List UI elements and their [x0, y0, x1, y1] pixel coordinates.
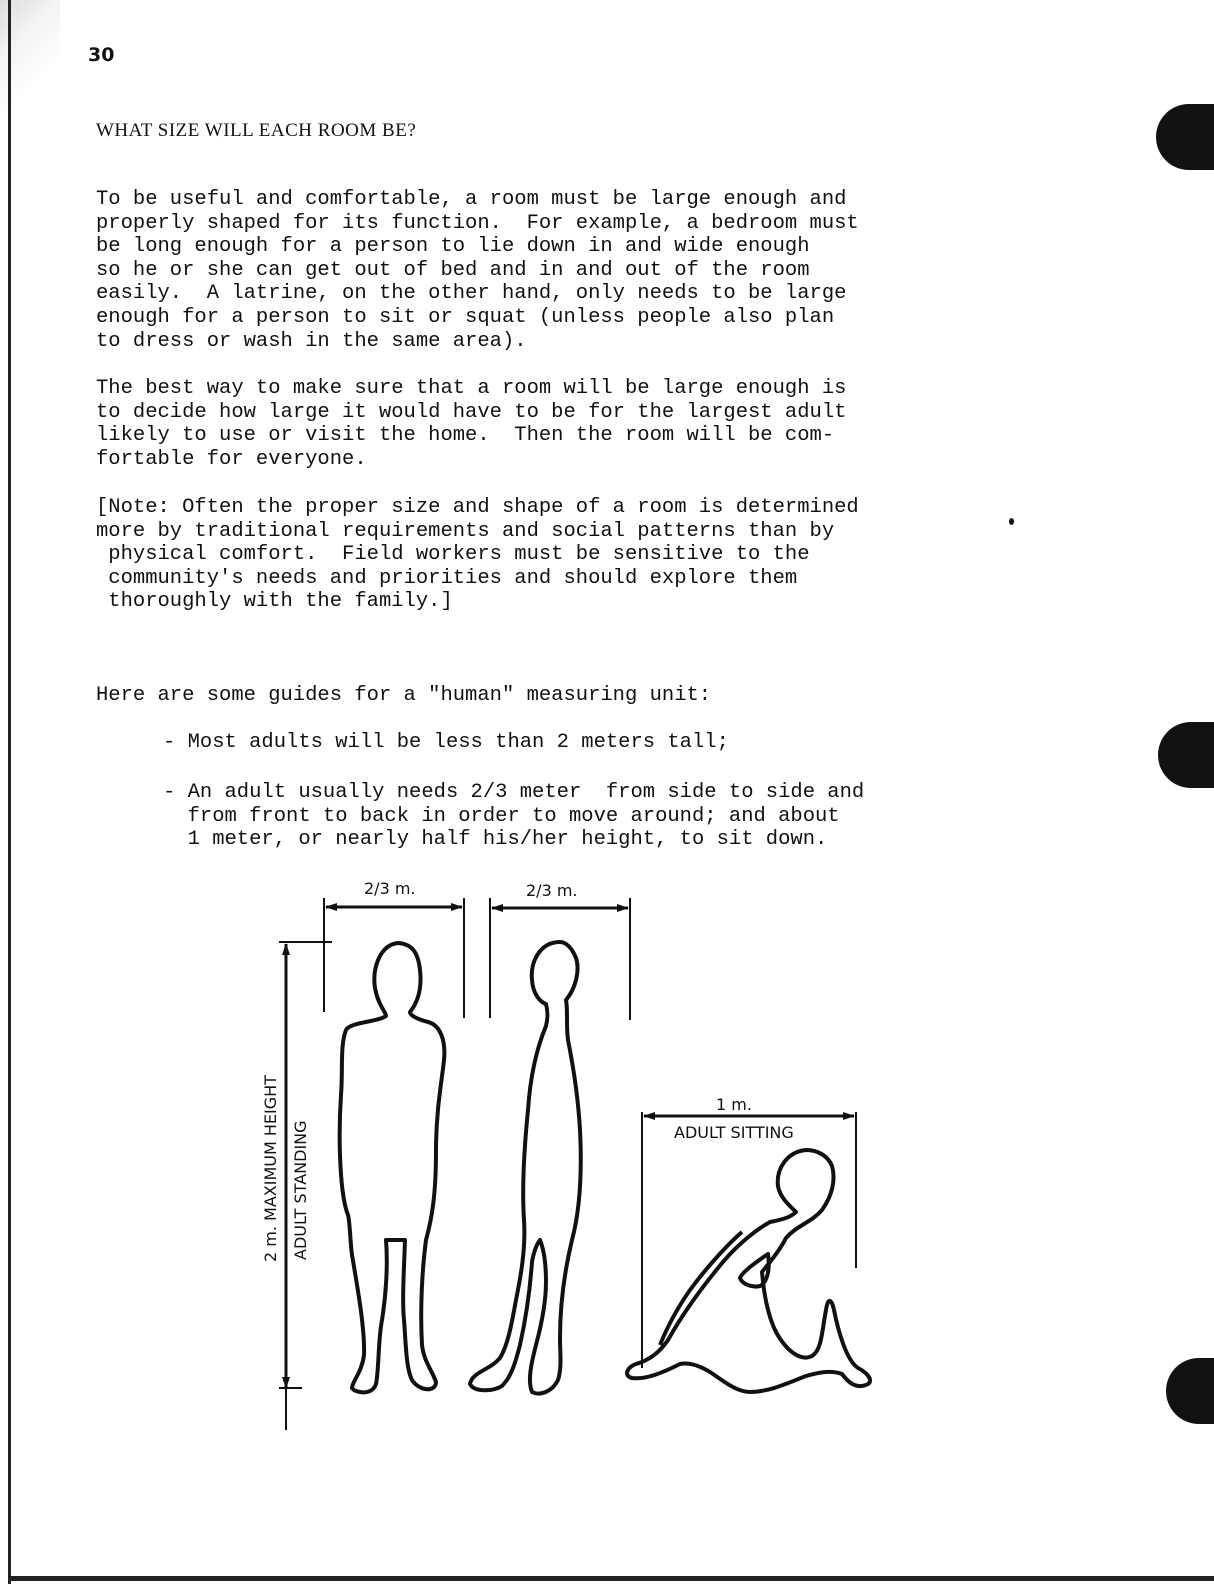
page-number: 30: [88, 44, 115, 66]
height-label: 2 m. MAXIMUM HEIGHT: [261, 1075, 280, 1262]
side-width-label: 2/3 m.: [526, 881, 578, 900]
sitting-label: ADULT SITTING: [674, 1123, 794, 1142]
paragraph-note: [Note: Often the proper size and shape of a room is determined more by traditional requirements and social patterns than by physical comfort. Field workers must be sensitive to the community's needs and priorities and should explore them thoroughly with the family.]: [96, 496, 859, 614]
paragraph-room-function: To be useful and comfortable, a room must be large enough and properly shaped for its function. For example, a bedroom must be long enough for a person to lie down in and wide enough so he or she can get out of bed and in and out of the room easily. A latrine, on the other hand, only needs to be large enough for a person to sit or squat (unless people also plan to dress or wash in the same area).: [96, 188, 859, 353]
paragraph-guides-intro: Here are some guides for a "human" measuring unit:: [96, 684, 712, 707]
paragraph-largest-adult: The best way to make sure that a room will be large enough is to decide how large it would have to be for the largest adult likely to use or visit the home. Then the room will be com- fortable for everyone.: [96, 377, 847, 471]
front-width-label: 2/3 m.: [364, 879, 416, 898]
standing-front-figure: [340, 943, 445, 1392]
bullet-height: - Most adults will be less than 2 meters tall;: [163, 731, 729, 754]
bullet-space: - An adult usually needs 2/3 meter from side to side and from front to back in order to move around; and about 1 meter, or nearly half his/her height, to sit down.: [163, 781, 865, 852]
page-title: WHAT SIZE WILL EACH ROOM BE?: [96, 120, 417, 141]
side-width-dimension: [490, 881, 630, 1020]
standing-side-figure: [470, 942, 581, 1394]
standing-label: ADULT STANDING: [291, 1120, 310, 1260]
sitting-width-label: 1 m.: [716, 1095, 752, 1114]
height-dimension: [261, 942, 332, 1430]
front-width-dimension: [324, 879, 464, 1018]
sitting-figure: [627, 1150, 870, 1392]
